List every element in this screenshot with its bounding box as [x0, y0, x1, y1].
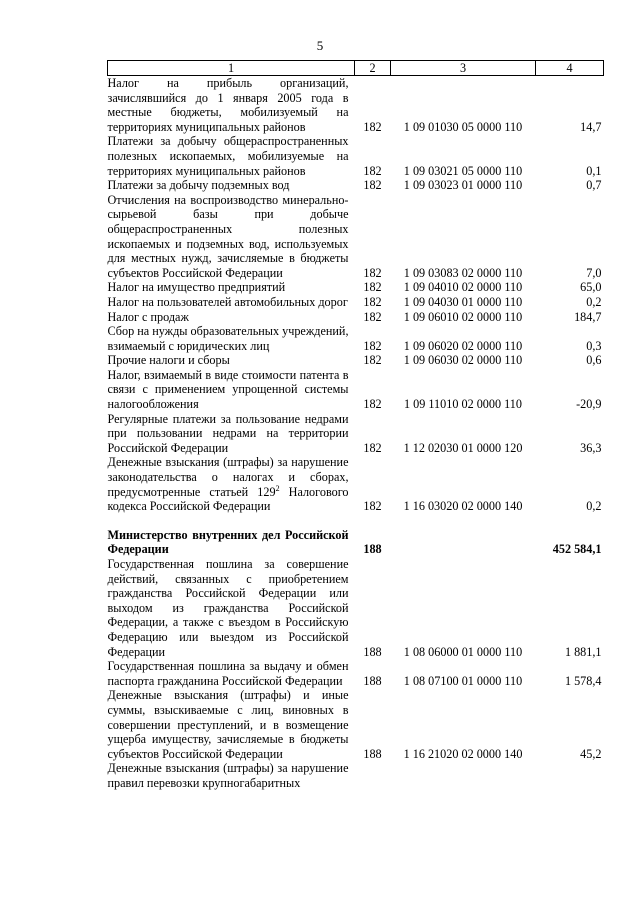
table-row: [108, 557, 604, 659]
table-row: [108, 455, 604, 513]
row-classification-code: 1 09 06010 02 0000 110: [403, 309, 523, 324]
row-name: Денежные взыскания (штрафы) и иные суммы, взыскиваемые с лиц, виновных в совершении преступлений, и в возмещение ущерба имуществу, зачисляемые в бюджеты субъектов Российской Федерации: [107, 688, 349, 761]
row-name-text-end: Налогового кодекса Российской Федерации: [107, 484, 349, 514]
row-amount: 452 584,1: [552, 542, 602, 557]
row-classification-code: 1 16 21020 02 0000 140: [403, 746, 523, 761]
spacer-cell: [108, 514, 604, 528]
spacer-row: [108, 514, 604, 528]
row-amount: 65,0: [580, 280, 602, 295]
table-header: [108, 61, 604, 76]
row-admin-code: 182: [363, 309, 382, 324]
row-amount: 0,2: [586, 294, 602, 309]
table-row: [108, 368, 604, 412]
row-name: Платежи за добычу подземных вод: [107, 178, 290, 193]
row-amount: 184,7: [574, 309, 602, 324]
row-amount: 36,3: [580, 440, 602, 455]
row-admin-code: 188: [363, 644, 382, 659]
row-amount: 0,6: [586, 353, 602, 368]
row-admin-code: 182: [363, 499, 382, 514]
row-amount: [536, 761, 604, 790]
row-name: Сбор на нужды образовательных учреждений, взимаемый с юридических лиц: [107, 324, 349, 353]
row-admin-code: 188: [363, 746, 382, 761]
row-classification-code: [391, 761, 536, 790]
row-name: Налог на прибыль организаций, зачислявшийся до 1 января 2005 года в местные бюджеты, мобилизуемый на территориях муниципальных районов: [107, 76, 349, 134]
row-admin-code: 182: [363, 353, 382, 368]
row-admin-code: 182: [363, 397, 382, 412]
header-col-1: 1: [108, 61, 355, 76]
row-classification-code: 1 16 03020 02 0000 140: [403, 499, 523, 514]
row-name: Платежи за добычу общераспространенных полезных ископаемых, мобилизуемые на территориях муниципальных районов: [107, 134, 349, 178]
row-admin-code: 182: [363, 338, 382, 353]
table-row: [108, 134, 604, 178]
table-body: [108, 76, 604, 791]
row-name: Государственная пошлина за совершение действий, связанных с приобретением гражданства Российской Федерации или выходом из гражданства Российской Федерации, а также с въездом в Российскую Федерацию или выездом из Российской Федерации: [107, 557, 349, 659]
row-admin-code: 188: [363, 673, 382, 688]
row-name: Налог на имущество предприятий: [107, 280, 286, 295]
row-amount: 0,2: [586, 499, 602, 514]
table-row: [108, 295, 604, 310]
row-classification-code: 1 09 04010 02 0000 110: [403, 280, 523, 295]
row-amount: 1 881,1: [564, 644, 602, 659]
row-classification-code: 1 09 06030 02 0000 110: [403, 353, 523, 368]
row-amount: 7,0: [586, 265, 602, 280]
row-admin-code: 182: [363, 163, 382, 178]
row-classification-code: 1 09 04030 01 0000 110: [403, 294, 523, 309]
row-classification-code: [391, 528, 536, 557]
table-row: [108, 412, 604, 456]
table-row: [108, 688, 604, 761]
row-classification-code: 1 09 06020 02 0000 110: [403, 338, 523, 353]
row-name: Налог на пользователей автомобильных дорог: [107, 294, 348, 309]
row-classification-code: 1 09 03083 02 0000 110: [403, 265, 523, 280]
row-name: Регулярные платежи за пользование недрами при пользовании недрами на территории Российской Федерации: [107, 411, 349, 455]
section-header-row: [108, 528, 604, 557]
row-classification-code: 1 09 03023 01 0000 110: [403, 178, 523, 193]
row-amount: 0,3: [586, 338, 602, 353]
revenue-table: [107, 60, 604, 791]
row-amount: 45,2: [580, 746, 602, 761]
row-name: [108, 455, 355, 513]
row-amount: 1 578,4: [564, 673, 602, 688]
row-amount: 0,1: [586, 163, 602, 178]
row-admin-code: 182: [363, 280, 382, 295]
row-classification-code: 1 09 11010 02 0000 110: [404, 397, 522, 412]
header-col-4: 4: [536, 61, 604, 76]
row-classification-code: 1 08 07100 01 0000 110: [403, 673, 523, 688]
row-name: Отчисления на воспроизводство минерально-сырьевой базы при добыче общераспространенных полезных ископаемых и подземных вод, используемых для местных нужд, зачисляемые в бюджеты субъектов Российской Федерации: [107, 192, 349, 280]
row-name-superscript: 2: [275, 483, 280, 493]
row-admin-code: 188: [363, 542, 382, 557]
row-amount: -20,9: [576, 397, 602, 412]
table-row: [108, 280, 604, 295]
row-amount: 0,7: [586, 178, 602, 193]
table-row: [108, 353, 604, 368]
row-admin-code: 182: [363, 119, 382, 134]
row-admin-code: 182: [363, 440, 382, 455]
table-row: [108, 193, 604, 281]
row-admin-code: 182: [363, 265, 382, 280]
row-name: Прочие налоги и сборы: [107, 353, 230, 368]
row-name: Денежные взыскания (штрафы) за нарушение правил перевозки крупногабаритных: [107, 761, 349, 790]
row-classification-code: 1 09 03021 05 0000 110: [403, 163, 523, 178]
row-name-text: Денежные взыскания (штрафы) за нарушение законодательства о налогах и сборах, предусмотренные статьей 129: [107, 455, 349, 499]
page-number: 5: [316, 38, 324, 53]
row-admin-code: [355, 761, 391, 790]
table-row: [108, 324, 604, 353]
header-col-3: 3: [391, 61, 536, 76]
row-name: Налог, взимаемый в виде стоимости патента в связи с применением упрощенной системы налогообложения: [107, 367, 349, 412]
row-admin-code: 182: [363, 294, 382, 309]
table-row: [108, 178, 604, 193]
row-classification-code: 1 08 06000 01 0000 110: [403, 644, 523, 659]
row-classification-code: 1 12 02030 01 0000 120: [403, 440, 523, 455]
table-row: [108, 310, 604, 325]
row-name: Министерство внутренних дел Российской Федерации: [107, 527, 349, 557]
header-col-2: 2: [355, 61, 391, 76]
table-row: [108, 76, 604, 135]
row-classification-code: 1 09 01030 05 0000 110: [403, 119, 523, 134]
row-amount: 14,7: [580, 119, 602, 134]
row-admin-code: 182: [363, 178, 382, 193]
row-name: Налог с продаж: [107, 309, 189, 324]
table-row: [108, 761, 604, 790]
row-name: Государственная пошлина за выдачу и обмен паспорта гражданина Российской Федерации: [107, 659, 349, 688]
table-row: [108, 659, 604, 688]
